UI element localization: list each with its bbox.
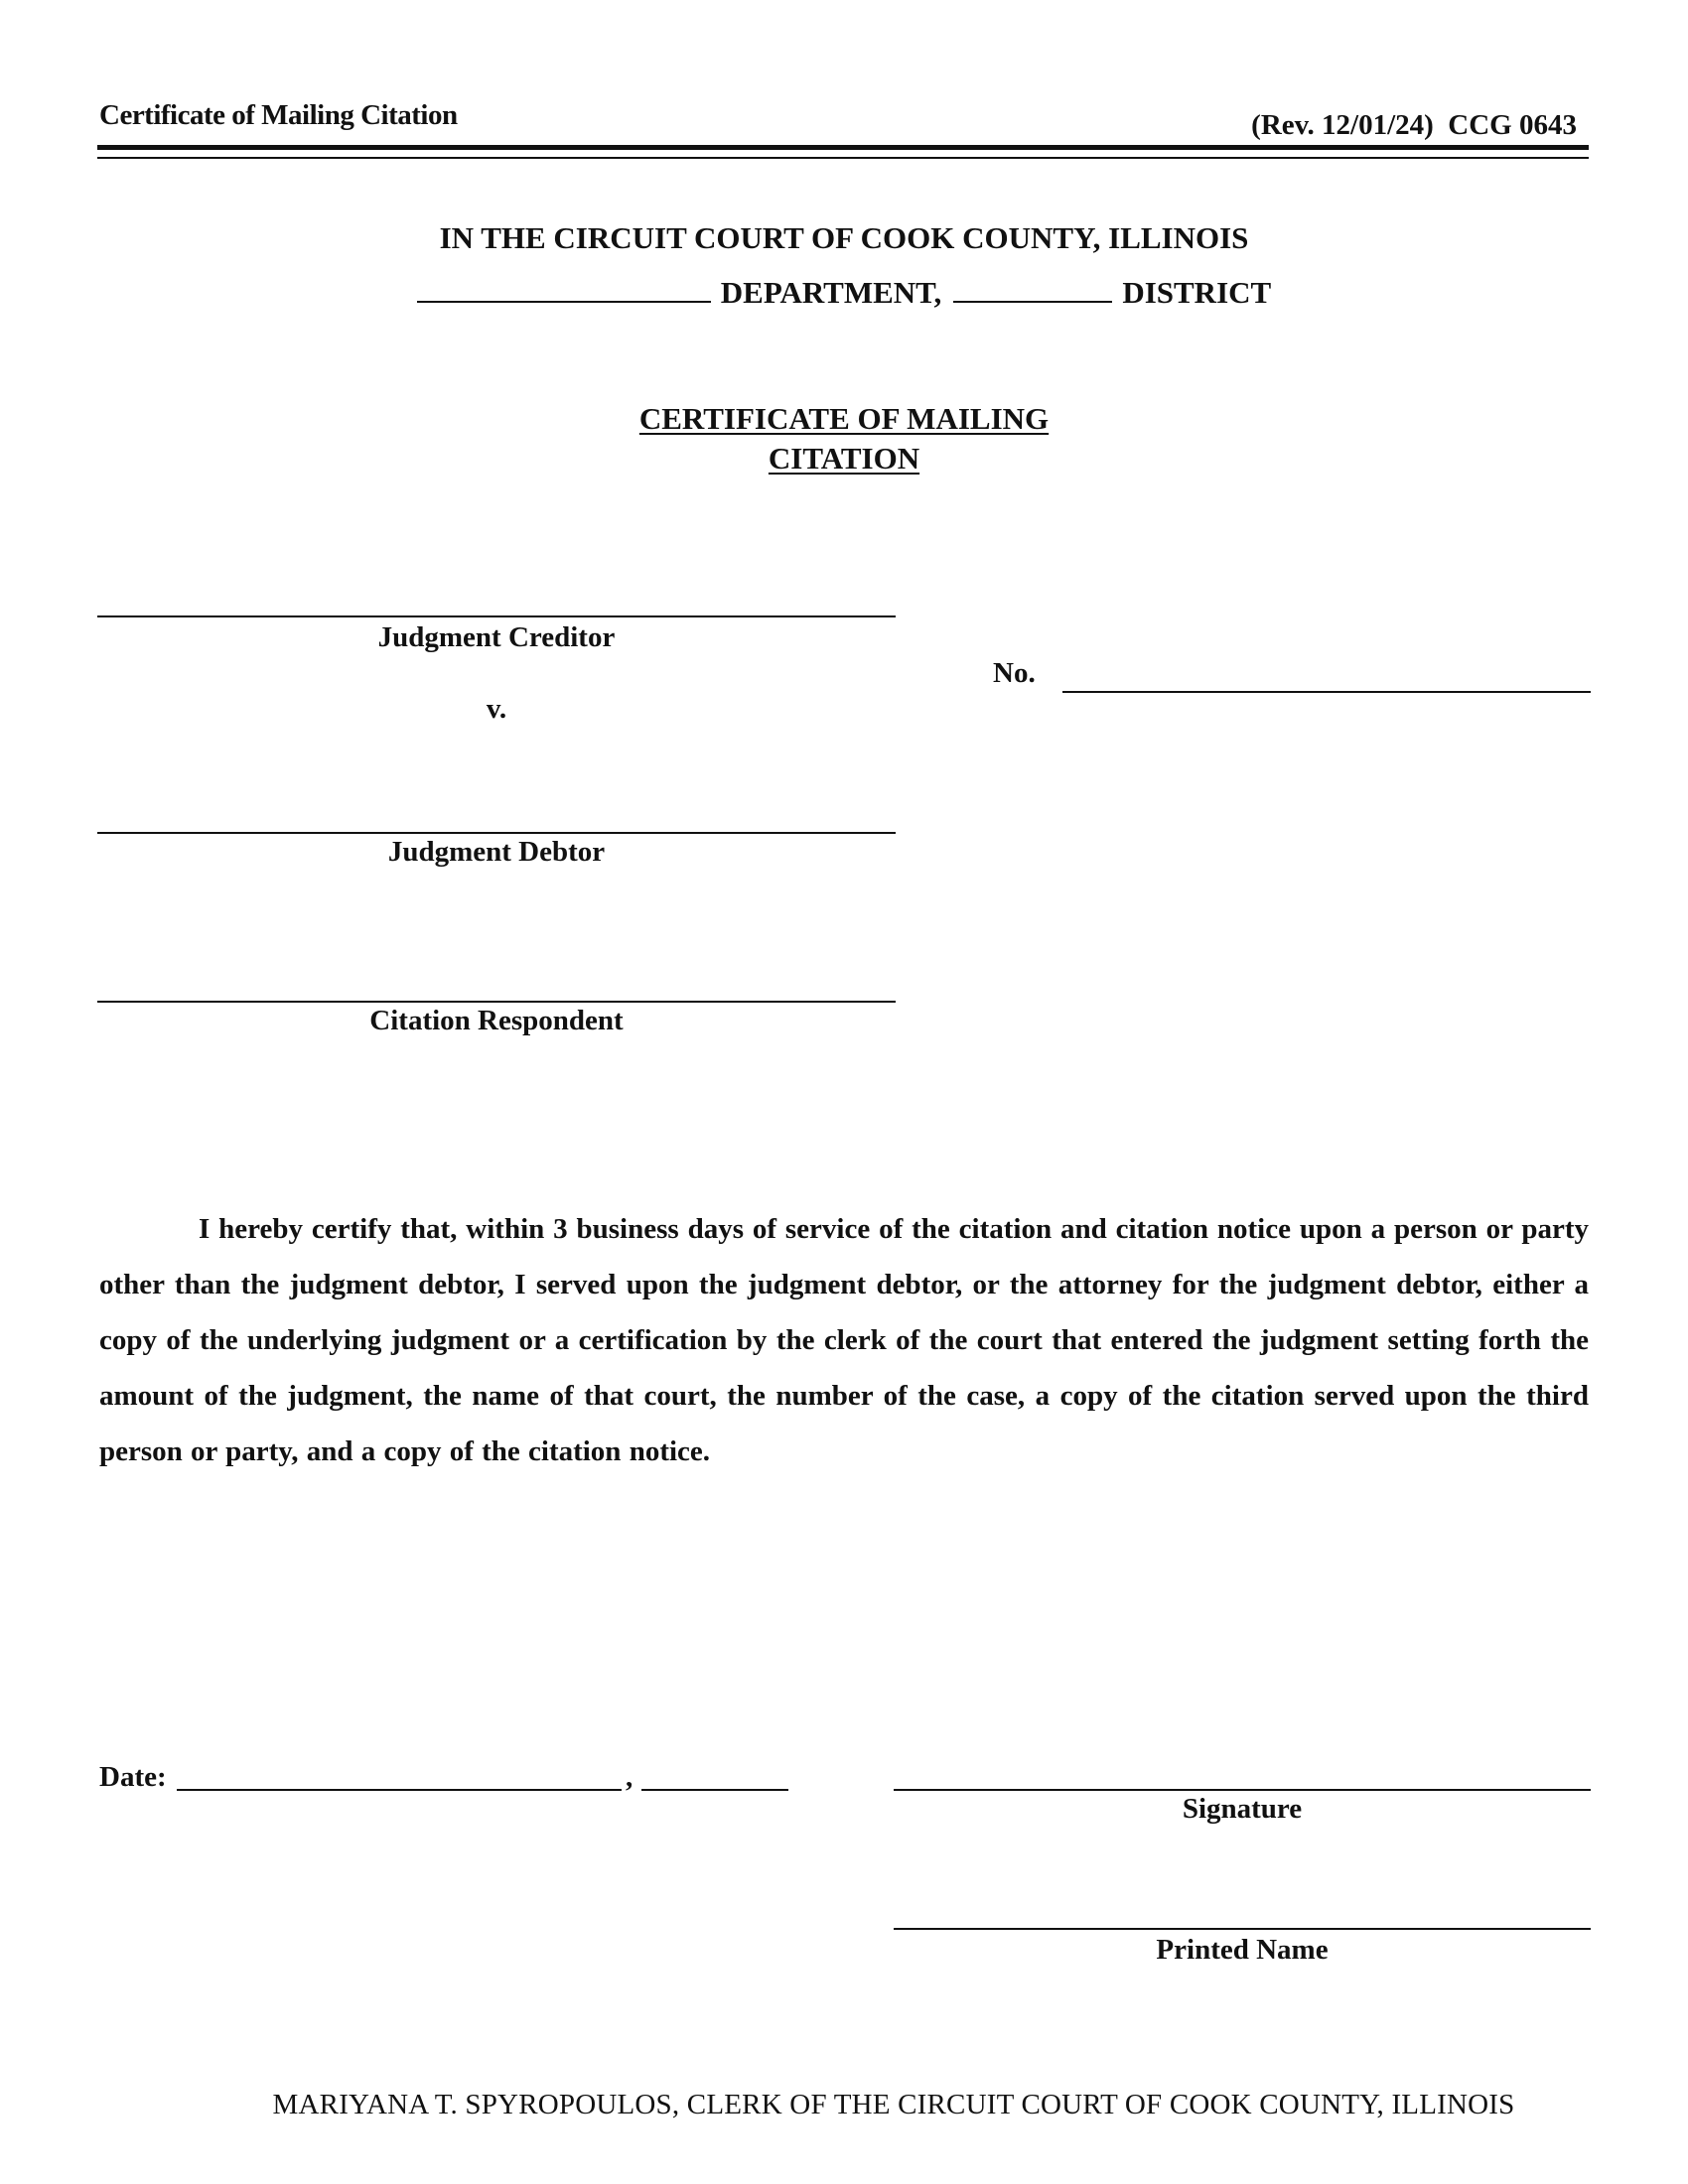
judgment-debtor-field[interactable] <box>97 832 896 834</box>
form-name-header: Certificate of Mailing Citation <box>99 99 458 131</box>
printed-name-field[interactable] <box>894 1928 1591 1930</box>
clerk-footer: MARIYANA T. SPYROPOULOS, CLERK OF THE CIRCUIT COURT OF COOK COUNTY, ILLINOIS <box>272 2089 1515 2120</box>
printed-name-label: Printed Name <box>1156 1934 1329 1966</box>
revision-code: (Rev. 12/01/24) CCG 0643 <box>1251 109 1577 141</box>
date-comma: , <box>626 1761 633 1793</box>
district-label: DISTRICT <box>1122 275 1272 310</box>
case-number-label: No. <box>993 657 1036 689</box>
signature-field[interactable] <box>894 1789 1591 1791</box>
year-field[interactable] <box>641 1789 788 1791</box>
department-label: DEPARTMENT, <box>720 275 942 310</box>
document-title-line1: CERTIFICATE OF MAILING <box>638 401 1050 436</box>
document-title-line2: CITATION <box>768 441 920 476</box>
signature-label: Signature <box>1182 1793 1303 1825</box>
court-title: IN THE CIRCUIT COURT OF COOK COUNTY, ILLINOIS <box>439 220 1249 255</box>
department-field[interactable] <box>417 275 711 303</box>
header-rule-thick <box>97 145 1589 150</box>
date-field[interactable] <box>177 1789 622 1791</box>
versus-label: v. <box>486 693 507 725</box>
judgment-creditor-label: Judgment Creditor <box>377 621 616 653</box>
header-rule-thin <box>97 157 1589 159</box>
judgment-debtor-label: Judgment Debtor <box>387 836 606 868</box>
judgment-creditor-field[interactable] <box>97 615 896 617</box>
district-field[interactable] <box>953 275 1112 303</box>
certification-paragraph: I hereby certify that, within 3 business days of service of the citation and citation notice upon a person or party other than the judgment debtor, I served upon the judgment debtor, or the attorney for the judgment debtor, either a copy of the underlying judgment or a certification by the clerk of the court that entered the judgment setting forth the amount of the judgment, the name of that court, the number of the case, a copy of the citation served upon the third person or party, and a copy of the citation notice. <box>99 1213 1589 1467</box>
department-district-row <box>0 275 1688 311</box>
citation-respondent-label: Citation Respondent <box>369 1005 624 1036</box>
case-number-field[interactable] <box>1062 691 1591 693</box>
citation-respondent-field[interactable] <box>97 1001 896 1003</box>
date-label: Date: <box>99 1761 167 1793</box>
